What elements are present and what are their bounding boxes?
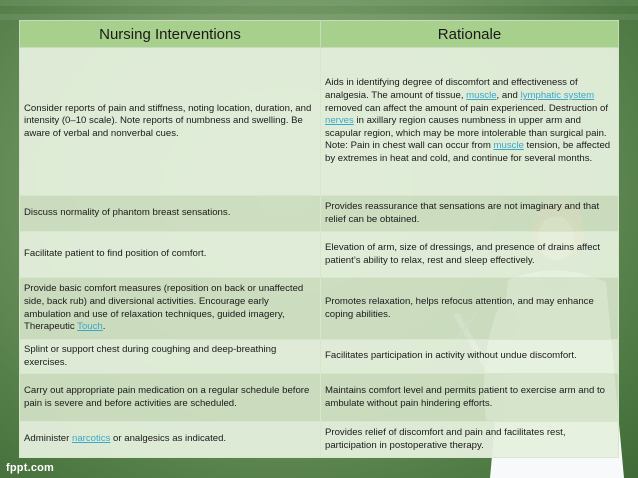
link-narcotics[interactable]: narcotics xyxy=(71,433,111,445)
column-header-interventions: Nursing Interventions xyxy=(20,21,321,48)
rationale-cell: Provides reassurance that sensations are not imaginary and that relief can be obtained. xyxy=(321,196,619,232)
intervention-cell: Carry out appropriate pain medication on a regular schedule before pain is severe and before activities are scheduled. xyxy=(20,374,321,422)
table-row xyxy=(20,196,619,232)
rationale-cell: Elevation of arm, size of dressings, and presence of drains affect patient’s ability to relax, rest and sleep effectively. xyxy=(321,232,619,278)
interventions-table-container xyxy=(19,20,619,458)
link-muscle-2[interactable]: muscle xyxy=(493,140,524,152)
link-muscle[interactable]: muscle xyxy=(466,90,497,102)
table-row xyxy=(20,278,619,340)
table-row xyxy=(20,374,619,422)
table-row xyxy=(20,48,619,196)
footer-brand: fppt.com xyxy=(6,462,55,474)
link-lymphatic-system[interactable]: lymphatic system xyxy=(520,90,595,102)
interventions-table xyxy=(19,20,619,458)
rationale-cell: Provides relief of discomfort and pain and facilitates rest, participation in postoperative therapy. xyxy=(321,422,619,458)
table-row xyxy=(20,340,619,374)
link-touch[interactable]: Touch xyxy=(77,321,103,333)
table-row xyxy=(20,232,619,278)
rationale-cell: Aids in identifying degree of discomfort and effectiveness of analgesia. The amount of tissue, muscle, and lymphatic system removed can affect the amount of pain experienced. Destruction of nerves in axillary region causes numbness in upper arm and scapular region, which may be more intolerable than surgical pain. Note: Pain in chest wall can occur from muscle tension, be affected by extremes in heat and cold, and continue for several months. xyxy=(321,48,619,196)
intervention-cell: Facilitate patient to find position of comfort. xyxy=(20,232,321,278)
link-nerves[interactable]: nerves xyxy=(325,115,354,127)
column-header-rationale: Rationale xyxy=(321,21,619,48)
intervention-cell: Consider reports of pain and stiffness, noting location, duration, and intensity (0–10 scale). Note reports of numbness and swelling. Be aware of verbal and nonverbal cues. xyxy=(20,48,321,196)
rationale-cell: Maintains comfort level and permits patient to exercise arm and to ambulate without pain hindering efforts. xyxy=(321,374,619,422)
rationale-cell: Facilitates participation in activity without undue discomfort. xyxy=(321,340,619,374)
table-header-row xyxy=(20,21,619,48)
intervention-cell: Discuss normality of phantom breast sensations. xyxy=(20,196,321,232)
intervention-cell: Provide basic comfort measures (reposition on back or unaffected side, back rub) and diversional activities. Encourage early ambulation and use of relaxation techniques, guided imagery, Therapeutic Touch. xyxy=(20,278,321,340)
table-row xyxy=(20,422,619,458)
intervention-cell: Splint or support chest during coughing and deep-breathing exercises. xyxy=(20,340,321,374)
intervention-cell: Administer narcotics or analgesics as indicated. xyxy=(20,422,321,458)
rationale-cell: Promotes relaxation, helps refocus attention, and may enhance coping abilities. xyxy=(321,278,619,340)
